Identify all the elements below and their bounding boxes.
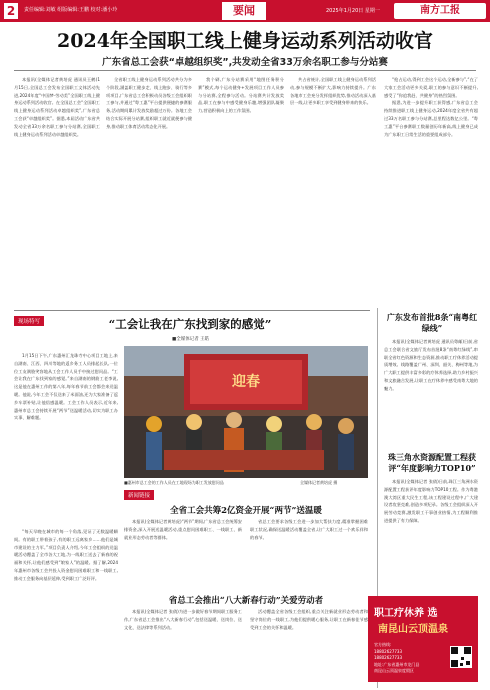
ad-contact-info: 官方热线: 18802627733 18802627733 地址:广东省惠州市龙门县 南昆山云顶温泉度假区 [374, 642, 420, 673]
ad-headline-2: 南昆山云顶温泉 [378, 624, 448, 635]
newspaper-logo: 南方工报 [394, 3, 486, 19]
qr-code-icon[interactable] [450, 646, 472, 668]
sidebar-b-title: 珠三角水资源配置工程获评“年度影响力TOP10” [388, 452, 476, 473]
feature-photo [124, 346, 368, 478]
lead-column-4: 共占省统计,全国职工线上健身运动系列活动,参与规模不断扩大,影响力持续提升。广东各地市工会充分发挥组织优势,推动活动深入基层一线,让更多职工享受到健身带来的快乐。 [290, 77, 376, 106]
feature-title: “工会让我在广东找到家的感觉” [108, 317, 272, 331]
article-a-title: 全省工会共筹2亿资金开展“两节”送温暖 [170, 506, 322, 516]
issue-date: 2025年1月20日 星期一 [326, 8, 380, 14]
lead-column-2: 全省职工线上健身运动系列活动共分为多个阶段,涵盖职工健步走、线上跑步、骑行等多项项目,广东省总工会积极动员各级工会组织职工参与,并通过“粤工惠”平台提供便捷的参赛服务,活动期间累计发放奖励超过万份。各地工会结合实际开展分站赛,组织职工就近就便参与健身,推动职工体育活动常态化开展。 [106, 77, 192, 129]
photo-caption: ■惠州市总工会的工作人员在工地现场为职工发放慰问品 [124, 480, 224, 485]
article-a-column-1: 本报讯(全媒体记者黄培虎)“两节”期间,广东省总工会统筹安排资金,深入开展送温暖活动,重点慰问困难职工、一线职工、新就业形态劳动者等群体。 [124, 519, 242, 540]
feature-column-2: “每天早晚在城市的每一个角落,见证了无数温暖瞬间。有的职工带着孩子,有的职工远离家乡……他们是城市建设的主力军。”项目负责人介绍,今年工会组织的送温暖活动覆盖了全市各大工地,为一线职工送去了新春的祝福和关怀,让他们感受到“娘家人”的温暖。据了解,2024年惠州市各级工会共投入资金慰问困难职工和一线职工,推动工会服务向基层延伸,受到职工广泛好评。 [14, 529, 118, 581]
article-a-column-2: 省总工会要求各级工会进一步加大帮扶力度,精准掌握困难职工状况,确保送温暖活动覆盖全省,让广大职工过一个欢乐祥和的春节。 [250, 519, 368, 540]
section-label: 要闻 [222, 2, 266, 20]
feature-tag: 现场特写 [14, 316, 44, 326]
sidebar-a-body: 本报讯(全媒体记者黄培虎 通讯员粤邮)日前,省总工会联合省文旅厅发布首批8条“南粤红绿线”,串联全省红色资源和生态资源,推动职工疗休养活动提质增效。线路覆盖广州、深圳、韶关、梅州等地,为广大职工提供丰富多彩的疗休养选择,助力乡村振兴和文旅融合发展,让职工在疗休养中感受南粤大地的魅力。 [384, 339, 478, 391]
page-number: 2 [4, 3, 18, 19]
lead-column-3: 我个刷,广东分站赛采用“地图任务积分赛”模式,每个运动健身+发展项目工作人员参与分站赛,全程参与活动。分站赛共计发放奖品,职工在参与中感受健身乐趣,增强团队凝聚力,营造积极向上的工作氛围。 [198, 77, 284, 114]
subhead: 广东省总工会获“卓越组织奖”,共发动全省33万余名职工参与分站赛 [102, 57, 388, 68]
article-b-column-1: 本报讯(全媒体记者 张倩)为进一步做好春节期间职工服务工作,广东省总工会推出“八大新春行动”,包括送温暖、送岗位、送文化、送法律等系列活动。 [124, 609, 242, 630]
news-link-tag: 新闻链接 [124, 490, 154, 500]
ad-headline-1: 职工疗休养 选 [374, 608, 438, 619]
sidebar-b-body: 本报讯(全媒体记者 张倩)日前,珠江三角洲水资源配置工程获评年度影响力TOP10工程。作为粤港澳大湾区重大民生工程,该工程建设过程中,广大建设者攻坚克难,创造多项纪录。各级工会组织深入开展劳动竞赛,激发职工干事创业热情,为工程顺利推进提供了有力保障。 [384, 479, 478, 523]
headline: 2024年全国职工线上健身运动系列活动收官 [57, 30, 433, 52]
editors-line: 责任编辑:刘敏 组版编辑:王鹏 校对:潘小玲 [24, 7, 118, 13]
article-b-title: 省总工会推出“八大新春行动”关爱劳动者 [168, 596, 324, 606]
advertisement[interactable] [368, 596, 478, 682]
sidebar-a-title: 广东发布首批8条“南粤红绿线” [386, 312, 478, 333]
svg-text:迎春: 迎春 [232, 374, 260, 390]
lead-column-5-cont: 据悉,为进一步提升职工获得感,广东省总工会持续推进职工线上健身运动,2024年度全省共有超过33万名职工参与分站赛,总里程达数亿公里。“粤工惠”平台参赛职工数量创历年新高,线上健身已成为广东职工日常生活的重要组成部分。 [384, 100, 478, 137]
feature-byline: ■全媒体记者 王皓 [172, 337, 210, 342]
lead-column-5: “抢占运动,得到工会这个运动,全新参与”,“在了大家工会活动更多关爱,职工的参与意识不断提升,感受了“你追我赶、共健身”的热烈氛围。 据悉,为进一步提升职工获得感,广东省总工会持续推进职工线上健身运动,2024年度全省共有超过33万名职工参与分站赛,总里程达数亿公里。“粤工惠”平台参赛职工数量创历年新高,线上健身已成为广东职工日常生活的重要组成部分。 [384, 77, 478, 137]
feature-column-1: 1月15日下午,广东惠州汇龙珠寺中心项目工地上,来自湖南、江西、四川等地的返乡务工人员排起长队,一位位工友满脸笑容地从工会工作人员手中接过慰问品。“工会让我在广东找到家的感觉。”来自湖南的钢筋工老李说,这是他在惠州工作的第八年,每年春节前工会都会来送温暖。他说,今年工会不仅送来了米面油,还为大家准备了返乡车票补贴,让他倍感温暖。工会工作人员表示,近年来,惠州市总工会持续开展“两节”送温暖活动,切实为职工办实事、解难题。 [14, 353, 118, 421]
worksite-photo-illustration [124, 346, 368, 478]
article-b-column-2: 活动覆盖全省各级工会组织,重点关注新就业形态劳动者和坚守岗位的一线职工,为他们提供暖心服务,让职工在新春佳节感受到工会的关怀和温暖。 [250, 609, 368, 630]
divider [14, 70, 476, 71]
divider [14, 310, 370, 311]
masthead [0, 0, 490, 22]
photo-credit: 全媒体记者黄培虎 摄 [300, 480, 338, 485]
lead-column-1: 本报讯(全媒体记者黄培虎 通讯员王鹤)1月15日,全国总工会发布全国职工文体活动先进,2024年度“中国梦·劳动美”全国职工线上健身运动系列活动收官。在全国总工会“全国职工线上健身运动系列活动卓越组织奖”,广东省总工会获“卓越组织奖”。据悉,本届活动广东省共发动全省33万余名职工参与分站赛,全国职工线上健身运动系列活动卓越组织奖。 [14, 77, 100, 137]
